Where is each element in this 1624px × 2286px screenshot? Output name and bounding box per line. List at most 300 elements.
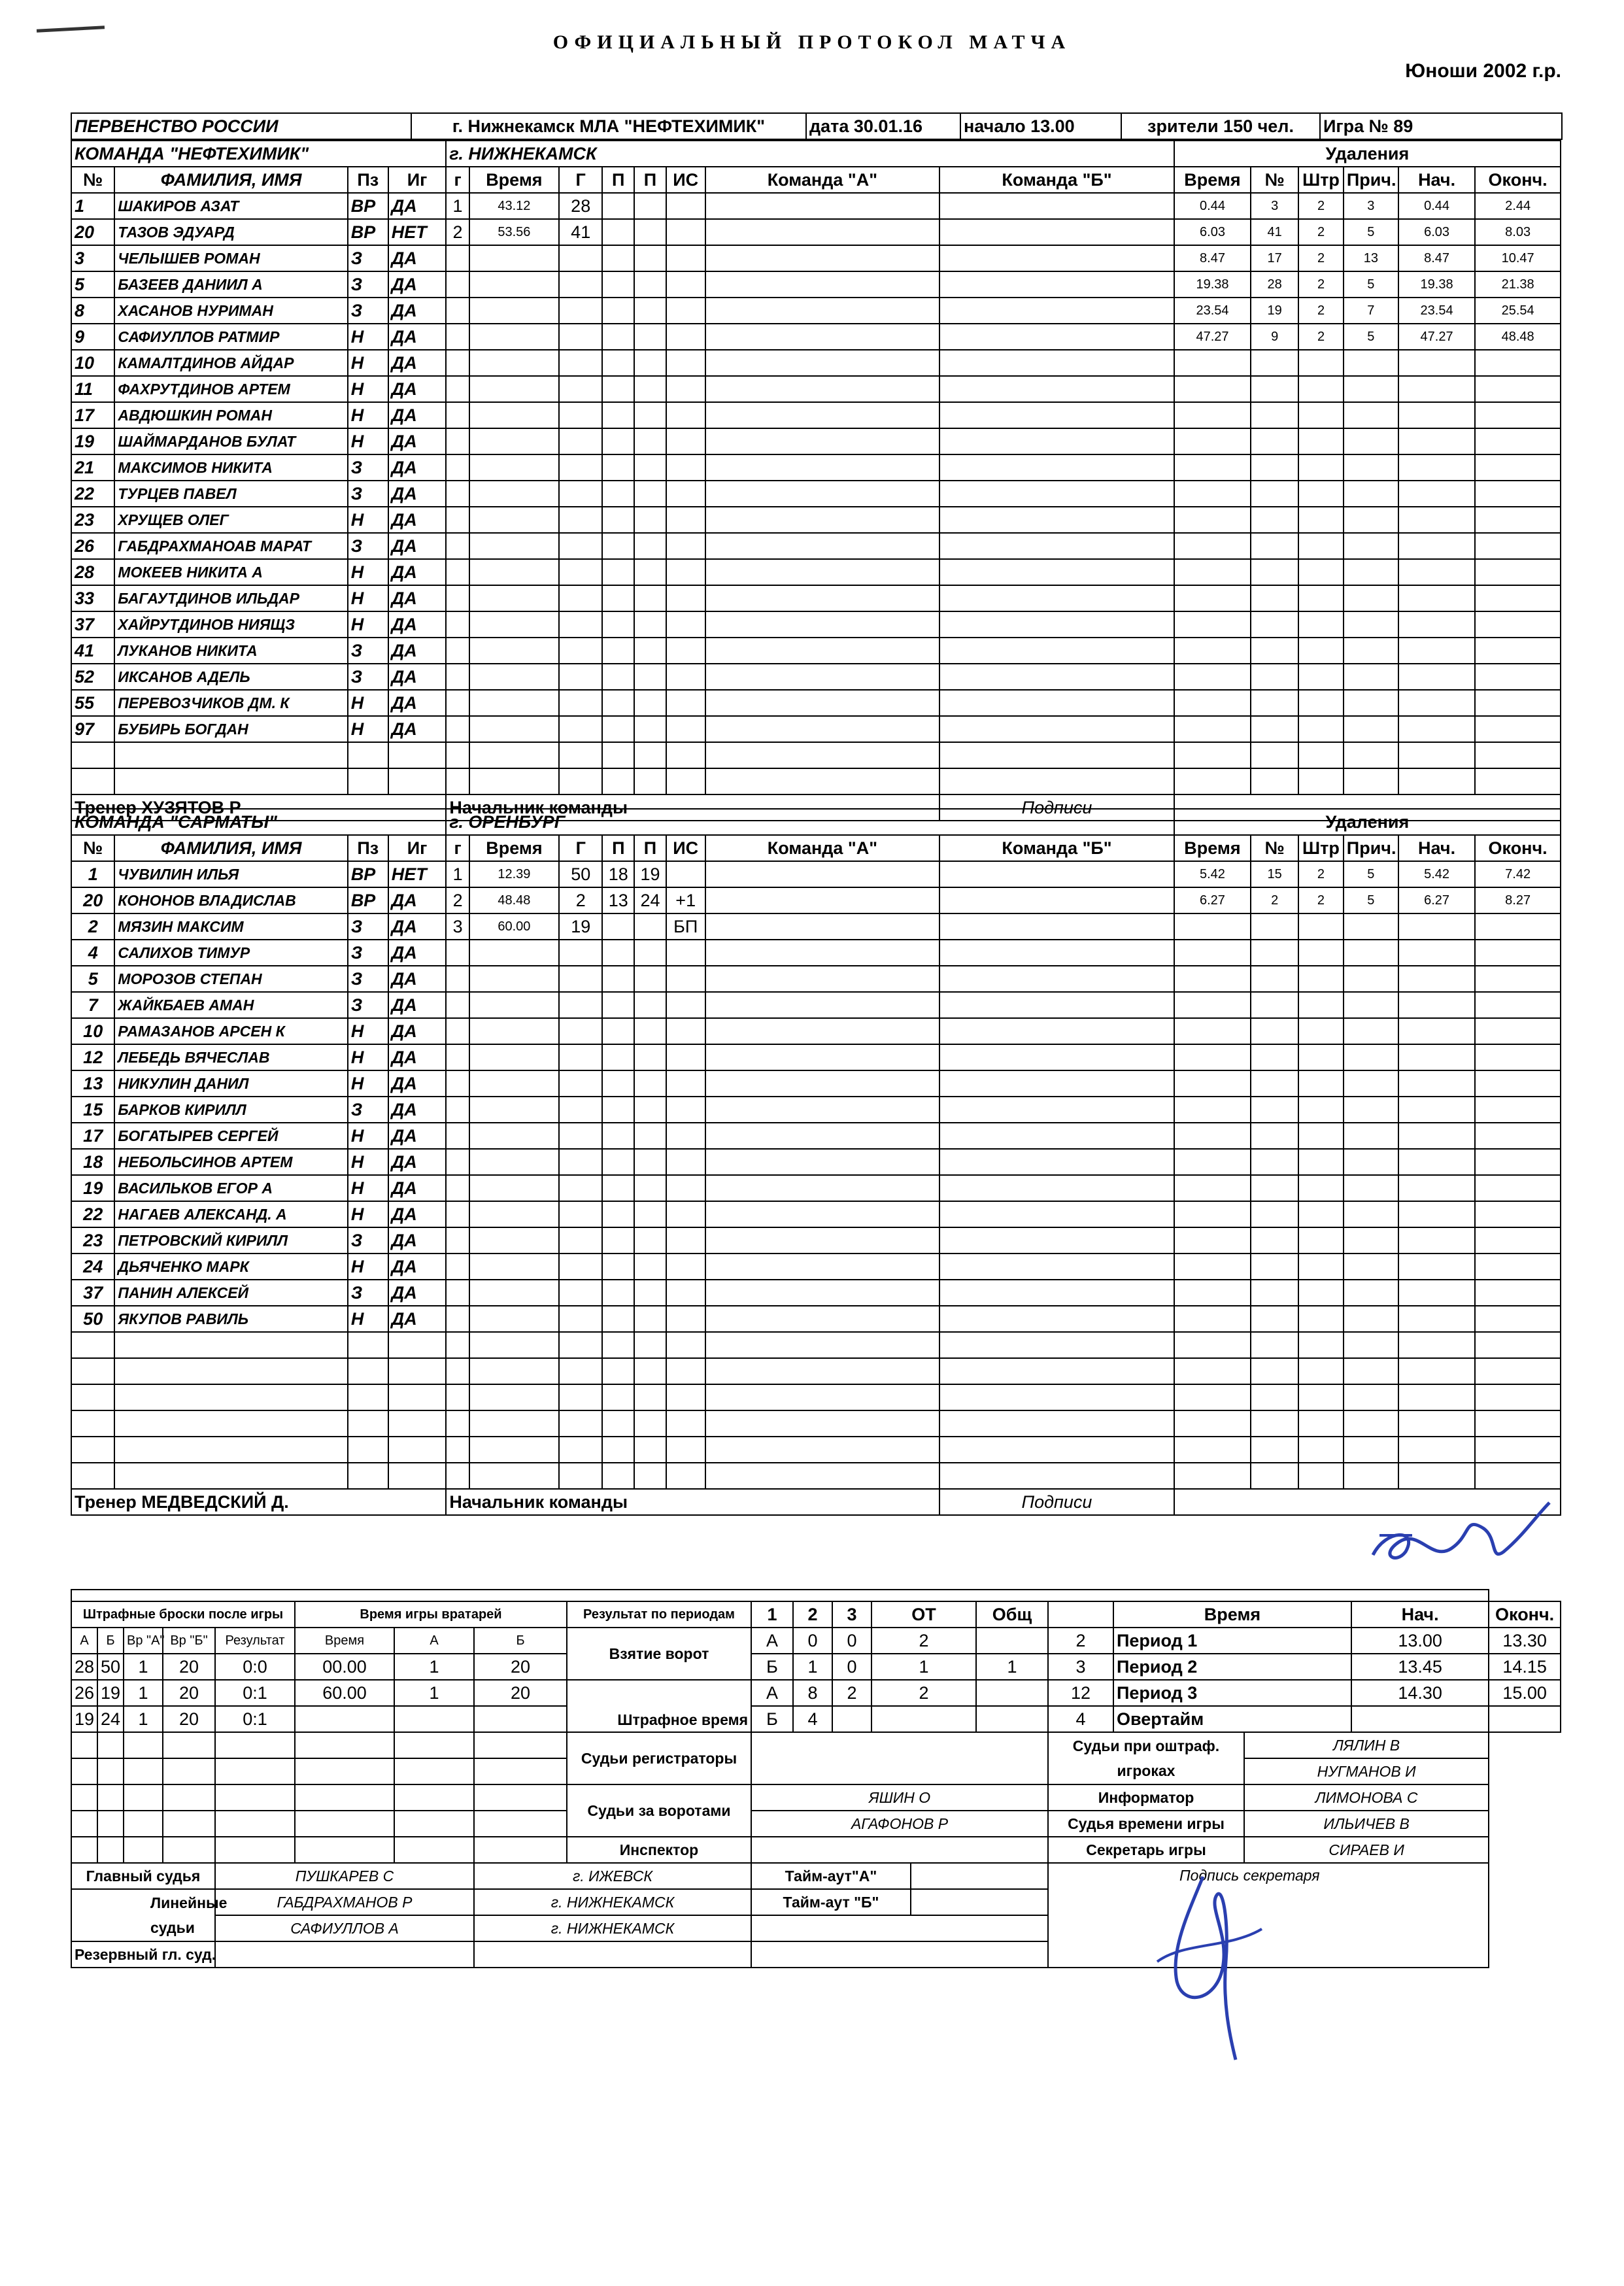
player-row — [71, 742, 1561, 768]
gk-title: Время игры вратарей — [295, 1601, 567, 1628]
player-position: Н — [348, 1201, 388, 1227]
spacer — [71, 1590, 1489, 1601]
pen-time — [1174, 1227, 1251, 1254]
team1-block — [71, 140, 1561, 821]
goal-situation — [666, 611, 705, 638]
shootout-cell: 1 — [124, 1654, 163, 1680]
gk-header: Время — [295, 1628, 394, 1654]
goal-time — [469, 298, 559, 324]
pen-time — [1174, 992, 1251, 1018]
player-name: ХРУЩЕВ ОЛЕГ — [114, 507, 347, 533]
col-header-p-reason: Прич. — [1344, 167, 1398, 193]
goal-situation — [666, 1175, 705, 1201]
player-row — [71, 324, 1561, 350]
pen-reason — [1344, 376, 1398, 402]
period-end — [1489, 1706, 1561, 1732]
informer-name: ЛИМОНОВА С — [1244, 1784, 1489, 1811]
pen-start — [1398, 664, 1475, 690]
goal-time — [469, 1097, 559, 1123]
goal-scorer — [559, 245, 602, 271]
goal-assist1 — [602, 690, 634, 716]
team2-block — [71, 808, 1561, 1516]
pen-reason — [1344, 1149, 1398, 1175]
player-name — [114, 1358, 347, 1384]
player-row — [71, 376, 1561, 402]
pen-start: 6.03 — [1398, 219, 1475, 245]
player-number: 9 — [71, 324, 114, 350]
player-row — [71, 1201, 1561, 1227]
pen-start — [1398, 481, 1475, 507]
pen-player — [1251, 1306, 1298, 1332]
player-plays: ДА — [388, 245, 447, 271]
team-a-cells — [705, 1463, 940, 1489]
player-plays: ДА — [388, 271, 447, 298]
player-name: БОГАТЫРЕВ СЕРГЕЙ — [114, 1123, 347, 1149]
period-name: Период 3 — [1113, 1680, 1351, 1706]
goal-situation — [666, 1201, 705, 1227]
player-name: САФИУЛЛОВ РАТМИР — [114, 324, 347, 350]
pen-player — [1251, 1175, 1298, 1201]
goal-judge-1: ЯШИН О — [751, 1784, 1048, 1811]
pen-start — [1398, 1018, 1475, 1044]
pen-end — [1475, 507, 1561, 533]
pen-minutes — [1298, 1437, 1344, 1463]
secretary-label: Секретарь игры — [1048, 1837, 1244, 1863]
player-row — [71, 913, 1561, 940]
player-plays — [388, 768, 447, 794]
pen-minutes — [1298, 716, 1344, 742]
goal-time — [469, 690, 559, 716]
blank — [474, 1784, 567, 1811]
goal-scorer — [559, 690, 602, 716]
pen-player: 15 — [1251, 861, 1298, 887]
player-row — [71, 638, 1561, 664]
player-position: З — [348, 940, 388, 966]
col-header-name: ФАМИЛИЯ, ИМЯ — [114, 167, 347, 193]
goal-period — [446, 324, 469, 350]
player-row — [71, 507, 1561, 533]
shootout-cell: 19 — [71, 1706, 97, 1732]
coach: Тренер МЕДВЕДСКИЙ Д. — [71, 1489, 446, 1515]
blank — [295, 1784, 394, 1811]
signatures-label: Подписи — [939, 1489, 1174, 1515]
player-number: 33 — [71, 585, 114, 611]
pen-start — [1398, 1227, 1475, 1254]
pen-start — [1398, 611, 1475, 638]
player-name: ЖАЙКБАЕВ АМАН — [114, 992, 347, 1018]
goal-situation — [666, 350, 705, 376]
player-name: МАКСИМОВ НИКИТА — [114, 454, 347, 481]
goal-assist2 — [634, 1306, 666, 1332]
player-plays: ДА — [388, 1018, 447, 1044]
player-plays: ДА — [388, 913, 447, 940]
team-a-cells — [705, 585, 940, 611]
goal-period — [446, 690, 469, 716]
pen-reason — [1344, 1097, 1398, 1123]
blank — [295, 1732, 394, 1758]
player-row — [71, 611, 1561, 638]
team-a-cells — [705, 1123, 940, 1149]
goals-label: Взятие ворот — [567, 1628, 751, 1680]
player-row — [71, 861, 1561, 887]
team-a-cells — [705, 1437, 940, 1463]
goal-time — [469, 402, 559, 428]
pen-reason — [1344, 454, 1398, 481]
goal-assist2 — [634, 1149, 666, 1175]
goal-scorer — [559, 664, 602, 690]
pen-player — [1251, 454, 1298, 481]
player-row — [71, 768, 1561, 794]
goal-situation — [666, 1463, 705, 1489]
player-number: 22 — [71, 481, 114, 507]
goal-assist2 — [634, 638, 666, 664]
goal-time — [469, 245, 559, 271]
signatures-label: Подписи — [939, 794, 1174, 821]
player-row — [71, 1384, 1561, 1410]
team-a-cells — [705, 350, 940, 376]
time-header: Время — [1113, 1601, 1351, 1628]
secretary-name: СИРАЕВ И — [1244, 1837, 1489, 1863]
goal-scorer — [559, 585, 602, 611]
goal-assist1: 18 — [602, 861, 634, 887]
linesman-1-city: г. НИЖНЕКАМСК — [474, 1889, 751, 1915]
player-number: 13 — [71, 1070, 114, 1097]
pen-time: 5.42 — [1174, 861, 1251, 887]
player-row — [71, 585, 1561, 611]
linesman-2: САФИУЛЛОВ А — [215, 1915, 474, 1941]
team-b-cells — [939, 1306, 1174, 1332]
pen-end — [1475, 913, 1561, 940]
pen-end: 25.54 — [1475, 298, 1561, 324]
match-start: начало 13.00 — [960, 113, 1121, 139]
player-name: ХАЙРУТДИНОВ НИЯЩЗ — [114, 611, 347, 638]
player-position: Н — [348, 585, 388, 611]
pen-start — [1398, 1070, 1475, 1097]
goal-scorer — [559, 1227, 602, 1254]
player-number: 5 — [71, 966, 114, 992]
goal-period — [446, 1280, 469, 1306]
pen-player — [1251, 1201, 1298, 1227]
blank — [97, 1784, 124, 1811]
pen-reason — [1344, 742, 1398, 768]
goal-scorer — [559, 1097, 602, 1123]
team-a-cells — [705, 376, 940, 402]
pen-reason — [1344, 559, 1398, 585]
pen-start — [1398, 507, 1475, 533]
player-plays: ДА — [388, 638, 447, 664]
score-p3 — [871, 1706, 976, 1732]
player-name: ШАЙМАРДАНОВ БУЛАТ — [114, 428, 347, 454]
pen-player: 19 — [1251, 298, 1298, 324]
period-header: 3 — [832, 1601, 871, 1628]
pen-start — [1398, 1306, 1475, 1332]
team-city: г. ОРЕНБУРГ — [446, 809, 1174, 835]
pen-end — [1475, 768, 1561, 794]
pen-start — [1398, 742, 1475, 768]
player-position: Н — [348, 1123, 388, 1149]
pen-time — [1174, 1463, 1251, 1489]
pen-minutes: 2 — [1298, 861, 1344, 887]
pen-end — [1475, 1306, 1561, 1332]
player-plays: ДА — [388, 716, 447, 742]
player-position — [348, 1358, 388, 1384]
goal-scorer — [559, 1044, 602, 1070]
goal-situation — [666, 1097, 705, 1123]
col-header-P2: П — [634, 835, 666, 861]
goal-assist1 — [602, 1437, 634, 1463]
player-number: 50 — [71, 1306, 114, 1332]
pen-reason — [1344, 1175, 1398, 1201]
player-position: З — [348, 298, 388, 324]
player-row — [71, 716, 1561, 742]
goal-assist1 — [602, 1175, 634, 1201]
pen-minutes — [1298, 428, 1344, 454]
goal-scorer — [559, 1463, 602, 1489]
pen-end — [1475, 940, 1561, 966]
shootout-header: Вр "А" — [124, 1628, 163, 1654]
pen-time — [1174, 1044, 1251, 1070]
goal-time — [469, 768, 559, 794]
team-b-cells — [939, 1044, 1174, 1070]
goal-scorer — [559, 1280, 602, 1306]
blank — [163, 1837, 215, 1863]
player-plays: ДА — [388, 193, 447, 219]
goal-time — [469, 992, 559, 1018]
pen-minutes — [1298, 533, 1344, 559]
linesman-2-city: г. НИЖНЕКАМСК — [474, 1915, 751, 1941]
goal-period — [446, 585, 469, 611]
team-b-cells — [939, 1410, 1174, 1437]
goal-assist2 — [634, 271, 666, 298]
pen-reason — [1344, 428, 1398, 454]
goal-scorer — [559, 1018, 602, 1044]
goal-time — [469, 1044, 559, 1070]
pen-minutes: 2 — [1298, 324, 1344, 350]
goal-assist2 — [634, 742, 666, 768]
player-row — [71, 219, 1561, 245]
pen-reason — [1344, 611, 1398, 638]
goal-assist2 — [634, 298, 666, 324]
goal-time — [469, 454, 559, 481]
team-b-cells — [939, 1018, 1174, 1044]
col-header-IS: ИС — [666, 167, 705, 193]
pen-end — [1475, 1070, 1561, 1097]
player-name: ЛЕБЕДЬ ВЯЧЕСЛАВ — [114, 1044, 347, 1070]
team-b-cells — [939, 481, 1174, 507]
blank — [215, 1758, 295, 1784]
team-a-cells — [705, 245, 940, 271]
goal-scorer: 19 — [559, 913, 602, 940]
pen-player: 17 — [1251, 245, 1298, 271]
pen-start — [1398, 1149, 1475, 1175]
player-name: ГАБДРАХМАНОАВ МАРАТ — [114, 533, 347, 559]
goal-assist2 — [634, 1018, 666, 1044]
main-ref-city: г. ИЖЕВСК — [474, 1863, 751, 1889]
goal-time: 60.00 — [469, 913, 559, 940]
pen-player — [1251, 1227, 1298, 1254]
player-plays: ДА — [388, 298, 447, 324]
col-header-teamB: Команда "Б" — [939, 835, 1174, 861]
team-a-cells — [705, 454, 940, 481]
player-row — [71, 1280, 1561, 1306]
goal-assist1 — [602, 298, 634, 324]
col-header-p-start: Нач. — [1398, 167, 1475, 193]
score-total: 3 — [1048, 1654, 1113, 1680]
pen-player — [1251, 1463, 1298, 1489]
goal-period — [446, 966, 469, 992]
player-plays: ДА — [388, 533, 447, 559]
player-row — [71, 1175, 1561, 1201]
col-header-num: № — [71, 167, 114, 193]
shootout-cell: 24 — [97, 1706, 124, 1732]
pen-minutes — [1298, 507, 1344, 533]
goal-assist1 — [602, 1254, 634, 1280]
player-plays: ДА — [388, 1175, 447, 1201]
goal-scorer: 50 — [559, 861, 602, 887]
goal-scorer — [559, 559, 602, 585]
player-number: 7 — [71, 992, 114, 1018]
pen-minutes — [1298, 1097, 1344, 1123]
pen-reason — [1344, 1332, 1398, 1358]
team-b-cells — [939, 1332, 1174, 1358]
goal-assist2 — [634, 324, 666, 350]
pen-start: 47.27 — [1398, 324, 1475, 350]
pen-end — [1475, 1410, 1561, 1437]
blank — [215, 1732, 295, 1758]
goal-time — [469, 1254, 559, 1280]
team-a-cells — [705, 324, 940, 350]
pen-time — [1174, 1410, 1251, 1437]
pen-box-judge-1: ЛЯЛИН В — [1244, 1732, 1489, 1758]
pen-player — [1251, 768, 1298, 794]
shootout-title: Штрафные броски после игры — [71, 1601, 295, 1628]
pen-player — [1251, 428, 1298, 454]
player-position — [348, 1332, 388, 1358]
goal-situation — [666, 1018, 705, 1044]
pen-box-judges-label: Судьи при оштраф. игроках — [1048, 1732, 1244, 1784]
pen-end — [1475, 585, 1561, 611]
blank — [474, 1758, 567, 1784]
goal-scorer — [559, 533, 602, 559]
player-name: МЯЗИН МАКСИМ — [114, 913, 347, 940]
col-header-pos: Пз — [348, 835, 388, 861]
player-row — [71, 454, 1561, 481]
blank — [394, 1758, 474, 1784]
goal-period — [446, 428, 469, 454]
player-name: САЛИХОВ ТИМУР — [114, 940, 347, 966]
player-position: З — [348, 992, 388, 1018]
team-a-cells — [705, 690, 940, 716]
player-plays: ДА — [388, 559, 447, 585]
goal-situation — [666, 402, 705, 428]
inspector-cell — [751, 1837, 1048, 1863]
player-name: ЧЕЛЫШЕВ РОМАН — [114, 245, 347, 271]
goal-situation — [666, 638, 705, 664]
period-end: 15.00 — [1489, 1680, 1561, 1706]
pen-minutes — [1298, 1410, 1344, 1437]
team-a-cells — [705, 913, 940, 940]
blank — [1048, 1601, 1113, 1628]
col-header-name: ФАМИЛИЯ, ИМЯ — [114, 835, 347, 861]
team-a-cells — [705, 271, 940, 298]
pen-player: 41 — [1251, 219, 1298, 245]
player-position: Н — [348, 1149, 388, 1175]
pen-minutes — [1298, 768, 1344, 794]
player-row — [71, 1410, 1561, 1437]
age-group: Юноши 2002 г.р. — [1405, 60, 1561, 82]
pen-end — [1475, 533, 1561, 559]
penalties-title: Удаления — [1174, 141, 1561, 167]
pen-minutes — [1298, 1254, 1344, 1280]
goal-assist2 — [634, 193, 666, 219]
pen-player: 9 — [1251, 324, 1298, 350]
pen-minutes — [1298, 481, 1344, 507]
pen-start — [1398, 1175, 1475, 1201]
pen-end — [1475, 638, 1561, 664]
periods-title: Результат по периодам — [567, 1601, 751, 1628]
penalties-title: Удаления — [1174, 809, 1561, 835]
pen-player — [1251, 913, 1298, 940]
protocol-title: ОФИЦИАЛЬНЫЙ ПРОТОКОЛ МАТЧА — [552, 31, 1072, 53]
goal-situation — [666, 428, 705, 454]
pen-end — [1475, 1044, 1561, 1070]
goal-assist2 — [634, 1384, 666, 1410]
player-number: 28 — [71, 559, 114, 585]
goal-assist1 — [602, 533, 634, 559]
goal-assist2 — [634, 533, 666, 559]
goal-situation — [666, 664, 705, 690]
col-header-teamA: Команда "А" — [705, 167, 940, 193]
pen-time — [1174, 1384, 1251, 1410]
goal-period — [446, 742, 469, 768]
goal-period — [446, 1384, 469, 1410]
team-a-cells — [705, 1149, 940, 1175]
goal-situation — [666, 507, 705, 533]
pen-box-judge-2: НУГМАНОВ И — [1244, 1758, 1489, 1784]
player-plays — [388, 1332, 447, 1358]
goal-assist2 — [634, 611, 666, 638]
goal-scorer: 2 — [559, 887, 602, 913]
blank — [394, 1811, 474, 1837]
pen-player — [1251, 1254, 1298, 1280]
pen-minutes — [1298, 402, 1344, 428]
gk-cell: 00.00 — [295, 1654, 394, 1680]
pen-end — [1475, 716, 1561, 742]
goal-situation — [666, 992, 705, 1018]
player-position: Н — [348, 1254, 388, 1280]
player-position: Н — [348, 690, 388, 716]
team-chief-label: Начальник команды — [446, 794, 939, 821]
player-row — [71, 193, 1561, 219]
pen-end — [1475, 690, 1561, 716]
team-a-cells — [705, 507, 940, 533]
team-a-cells — [705, 966, 940, 992]
shootout-cell: 28 — [71, 1654, 97, 1680]
team-b-cells — [939, 768, 1174, 794]
col-header-time: Время — [469, 835, 559, 861]
score-p2: 2 — [832, 1680, 871, 1706]
team-a-cells — [705, 298, 940, 324]
goal-situation — [666, 1123, 705, 1149]
score-p3: 2 — [871, 1628, 976, 1654]
player-number: 18 — [71, 1149, 114, 1175]
pen-start — [1398, 992, 1475, 1018]
player-number: 24 — [71, 1254, 114, 1280]
goal-assist2: 19 — [634, 861, 666, 887]
pen-player — [1251, 1410, 1298, 1437]
pen-player: 2 — [1251, 887, 1298, 913]
shootout-cell: 19 — [97, 1680, 124, 1706]
